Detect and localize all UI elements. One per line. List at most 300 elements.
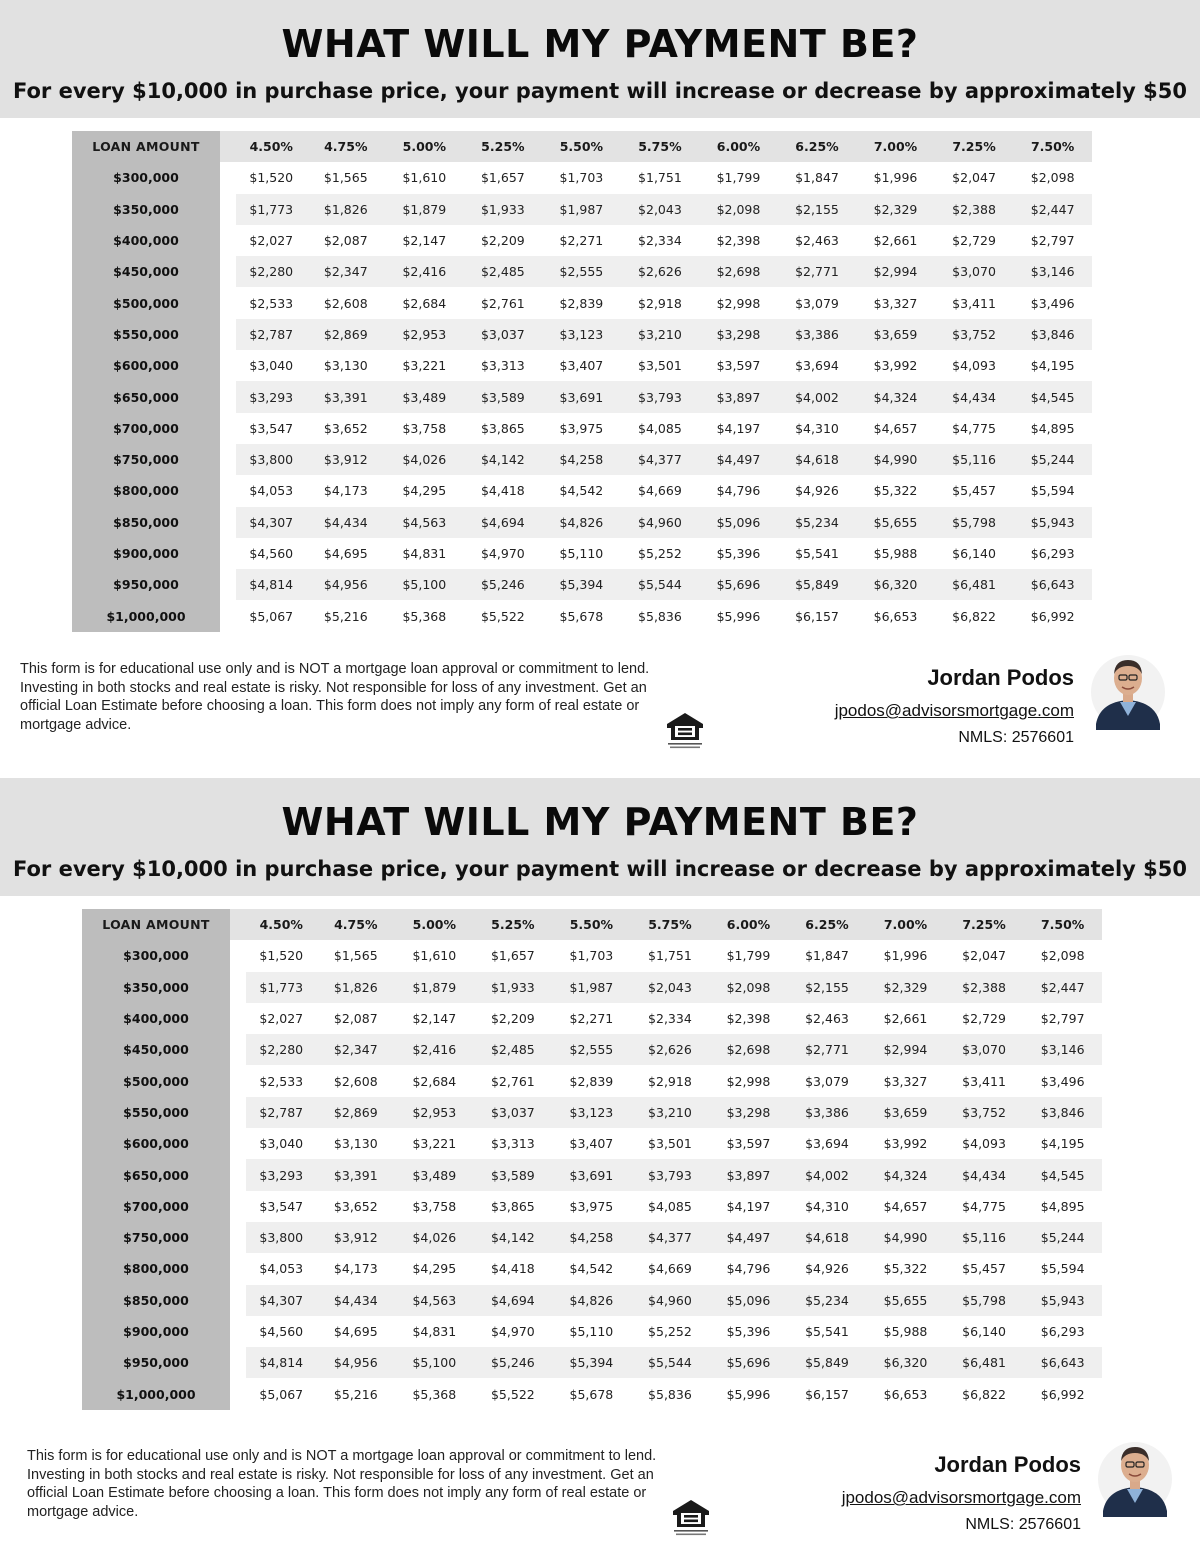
payment-cell: $4,618 (788, 1222, 867, 1253)
payment-cell: $1,751 (631, 940, 710, 971)
rate-header: 7.00% (866, 909, 945, 940)
payment-cell: $2,869 (317, 1097, 396, 1128)
payment-cell: $3,070 (935, 256, 1014, 287)
payment-cell: $5,234 (788, 1285, 867, 1316)
payment-cell: $4,026 (385, 444, 464, 475)
rate-header: 5.00% (385, 131, 464, 162)
payment-cell: $3,298 (709, 1097, 788, 1128)
table-row (72, 475, 1092, 506)
payment-cell: $5,368 (395, 1378, 474, 1409)
payment-cell: $3,079 (788, 1065, 867, 1096)
payment-cell: $4,310 (788, 1191, 867, 1222)
payment-cell: $5,394 (552, 1347, 631, 1378)
payment-cell: $2,771 (788, 1034, 867, 1065)
payment-cell: $2,797 (1013, 225, 1092, 256)
payment-cell: $6,992 (1013, 600, 1092, 631)
payment-cell: $5,457 (945, 1253, 1024, 1284)
payment-cell: $4,960 (621, 507, 700, 538)
payment-cell: $1,987 (542, 194, 621, 225)
payment-cell: $5,678 (552, 1378, 631, 1409)
table-row (72, 600, 1092, 631)
rate-header: 7.25% (935, 131, 1014, 162)
payment-cell: $1,996 (856, 162, 935, 193)
payment-cell: $4,990 (866, 1222, 945, 1253)
table-row (82, 1191, 1102, 1222)
payment-cell: $1,610 (395, 940, 474, 971)
payment-cell: $4,173 (317, 1253, 396, 1284)
payment-cell: $3,496 (1023, 1065, 1102, 1096)
contact-name: Jordan Podos (934, 1452, 1081, 1477)
loan-amount-cell: $600,000 (82, 1128, 238, 1159)
payment-cell: $4,377 (621, 444, 700, 475)
table-row (72, 225, 1092, 256)
payment-cell: $1,703 (552, 940, 631, 971)
payment-cell: $3,130 (317, 1128, 396, 1159)
payment-cell: $2,839 (542, 287, 621, 318)
payment-cell: $6,293 (1023, 1316, 1102, 1347)
payment-cell: $4,258 (542, 444, 621, 475)
payment-cell: $4,434 (317, 1285, 396, 1316)
rate-header: 4.50% (228, 131, 307, 162)
payment-cell: $4,545 (1023, 1159, 1102, 1190)
payment-cell: $3,652 (317, 1191, 396, 1222)
payment-cell: $3,897 (699, 381, 778, 412)
payment-cell: $3,489 (385, 381, 464, 412)
loan-amount-cell: $650,000 (82, 1159, 238, 1190)
payment-cell: $4,563 (385, 507, 464, 538)
payment-cell: $3,221 (395, 1128, 474, 1159)
loan-amount-cell: $1,000,000 (82, 1378, 238, 1409)
nmls-number: NMLS: 2576601 (958, 729, 1074, 746)
payment-table-container (82, 909, 1102, 1410)
loan-amount-cell: $300,000 (72, 162, 228, 193)
rate-header: 5.25% (474, 909, 553, 940)
payment-sheet (0, 778, 1200, 1533)
rate-header: 7.50% (1023, 909, 1102, 940)
loan-amount-cell: $950,000 (82, 1347, 238, 1378)
table-row (72, 538, 1092, 569)
payment-cell: $2,347 (317, 1034, 396, 1065)
payment-cell: $2,839 (552, 1065, 631, 1096)
table-row (82, 972, 1102, 1003)
table-row (82, 1285, 1102, 1316)
payment-cell: $5,116 (945, 1222, 1024, 1253)
contact-name: Jordan Podos (927, 665, 1074, 690)
payment-cell: $2,953 (385, 319, 464, 350)
payment-table-container (72, 131, 1092, 632)
loan-amount-cell: $900,000 (82, 1316, 238, 1347)
payment-cell: $3,327 (866, 1065, 945, 1096)
rate-header: 5.75% (621, 131, 700, 162)
header-band (0, 778, 1200, 896)
payment-cell: $5,988 (856, 538, 935, 569)
payment-cell: $2,626 (631, 1034, 710, 1065)
table-row (82, 1034, 1102, 1065)
contact-block (835, 664, 1074, 748)
table-row (72, 569, 1092, 600)
payment-cell: $3,130 (307, 350, 386, 381)
payment-cell: $4,142 (464, 444, 543, 475)
payment-cell: $2,761 (474, 1065, 553, 1096)
payment-cell: $2,994 (866, 1034, 945, 1065)
payment-cell: $4,694 (464, 507, 543, 538)
payment-cell: $3,547 (228, 413, 307, 444)
loan-amount-cell: $500,000 (72, 287, 228, 318)
payment-cell: $2,463 (778, 225, 857, 256)
payment-cell: $2,533 (228, 287, 307, 318)
payment-cell: $4,695 (317, 1316, 396, 1347)
payment-cell: $4,085 (621, 413, 700, 444)
payment-cell: $2,533 (238, 1065, 317, 1096)
loan-amount-cell: $600,000 (72, 350, 228, 381)
payment-cell: $5,996 (699, 600, 778, 631)
payment-cell: $5,322 (866, 1253, 945, 1284)
payment-cell: $4,956 (317, 1347, 396, 1378)
payment-cell: $4,197 (709, 1191, 788, 1222)
payment-cell: $5,996 (709, 1378, 788, 1409)
payment-cell: $5,541 (778, 538, 857, 569)
payment-cell: $3,547 (238, 1191, 317, 1222)
contact-email-link[interactable]: jpodos@advisorsmortgage.com (841, 1488, 1081, 1507)
payment-cell: $1,879 (395, 972, 474, 1003)
payment-sheet (0, 0, 1200, 746)
payment-cell: $4,310 (778, 413, 857, 444)
payment-cell: $1,826 (317, 972, 396, 1003)
payment-cell: $2,463 (788, 1003, 867, 1034)
payment-cell: $3,386 (778, 319, 857, 350)
payment-cell: $5,252 (621, 538, 700, 569)
loan-amount-cell: $400,000 (82, 1003, 238, 1034)
table-row (82, 1253, 1102, 1284)
payment-cell: $5,246 (474, 1347, 553, 1378)
payment-cell: $5,696 (699, 569, 778, 600)
payment-cell: $2,155 (788, 972, 867, 1003)
payment-cell: $2,661 (866, 1003, 945, 1034)
payment-cell: $4,657 (856, 413, 935, 444)
payment-cell: $4,695 (307, 538, 386, 569)
payment-cell: $2,155 (778, 194, 857, 225)
payment-cell: $1,703 (542, 162, 621, 193)
payment-cell: $3,800 (228, 444, 307, 475)
payment-cell: $3,659 (866, 1097, 945, 1128)
payment-cell: $2,027 (228, 225, 307, 256)
payment-cell: $3,589 (474, 1159, 553, 1190)
rate-header: 7.50% (1013, 131, 1092, 162)
payment-cell: $3,652 (307, 413, 386, 444)
payment-cell: $2,280 (228, 256, 307, 287)
payment-cell: $2,147 (385, 225, 464, 256)
payment-cell: $2,485 (464, 256, 543, 287)
payment-cell: $2,388 (935, 194, 1014, 225)
equal-housing-opportunity-icon (670, 1497, 712, 1539)
payment-cell: $2,416 (395, 1034, 474, 1065)
payment-cell: $4,377 (631, 1222, 710, 1253)
equal-housing-opportunity-icon (664, 710, 706, 752)
payment-cell: $1,933 (464, 194, 543, 225)
payment-cell: $3,659 (856, 319, 935, 350)
payment-table (82, 909, 1102, 1410)
payment-cell: $2,555 (552, 1034, 631, 1065)
payment-cell: $5,100 (385, 569, 464, 600)
payment-cell: $1,565 (317, 940, 396, 971)
payment-cell: $3,758 (385, 413, 464, 444)
payment-cell: $4,542 (542, 475, 621, 506)
payment-cell: $4,434 (935, 381, 1014, 412)
payment-cell: $4,324 (856, 381, 935, 412)
payment-cell: $2,047 (945, 940, 1024, 971)
loan-amount-cell: $550,000 (82, 1097, 238, 1128)
payment-cell: $2,555 (542, 256, 621, 287)
payment-cell: $1,520 (228, 162, 307, 193)
loan-amount-cell: $500,000 (82, 1065, 238, 1096)
payment-cell: $1,610 (385, 162, 464, 193)
payment-cell: $2,447 (1013, 194, 1092, 225)
payment-cell: $3,040 (238, 1128, 317, 1159)
payment-cell: $4,990 (856, 444, 935, 475)
payment-cell: $2,994 (856, 256, 935, 287)
payment-cell: $6,140 (935, 538, 1014, 569)
payment-cell: $4,197 (699, 413, 778, 444)
payment-cell: $3,411 (945, 1065, 1024, 1096)
payment-cell: $2,027 (238, 1003, 317, 1034)
payment-cell: $3,407 (552, 1128, 631, 1159)
payment-cell: $3,501 (631, 1128, 710, 1159)
payment-cell: $6,822 (935, 600, 1014, 631)
payment-cell: $1,657 (464, 162, 543, 193)
payment-cell: $5,396 (699, 538, 778, 569)
payment-cell: $2,098 (1013, 162, 1092, 193)
payment-cell: $3,597 (699, 350, 778, 381)
payment-cell: $4,324 (866, 1159, 945, 1190)
table-row (72, 413, 1092, 444)
payment-cell: $5,836 (621, 600, 700, 631)
payment-cell: $6,320 (856, 569, 935, 600)
table-row (72, 287, 1092, 318)
payment-cell: $3,293 (238, 1159, 317, 1190)
payment-cell: $5,067 (228, 600, 307, 631)
payment-cell: $4,956 (307, 569, 386, 600)
table-row (82, 1097, 1102, 1128)
payment-cell: $3,391 (317, 1159, 396, 1190)
payment-cell: $2,209 (464, 225, 543, 256)
payment-cell: $5,252 (631, 1316, 710, 1347)
payment-cell: $4,831 (395, 1316, 474, 1347)
payment-cell: $4,295 (395, 1253, 474, 1284)
loan-amount-cell: $450,000 (82, 1034, 238, 1065)
payment-cell: $4,694 (474, 1285, 553, 1316)
payment-cell: $4,002 (778, 381, 857, 412)
headshot-avatar (1090, 650, 1166, 730)
payment-cell: $5,234 (778, 507, 857, 538)
page-title: WHAT WILL MY PAYMENT BE? (281, 22, 919, 66)
payment-table (72, 131, 1092, 632)
rate-header: 5.50% (542, 131, 621, 162)
table-header (82, 909, 1102, 940)
payment-cell: $4,142 (474, 1222, 553, 1253)
loan-amount-cell: $300,000 (82, 940, 238, 971)
payment-cell: $3,975 (542, 413, 621, 444)
payment-cell: $4,173 (307, 475, 386, 506)
payment-cell: $5,541 (788, 1316, 867, 1347)
payment-cell: $4,926 (788, 1253, 867, 1284)
payment-cell: $4,970 (464, 538, 543, 569)
payment-cell: $4,796 (709, 1253, 788, 1284)
payment-cell: $3,391 (307, 381, 386, 412)
payment-cell: $2,043 (631, 972, 710, 1003)
payment-cell: $2,998 (709, 1065, 788, 1096)
table-row (82, 1347, 1102, 1378)
payment-cell: $6,653 (866, 1378, 945, 1409)
payment-cell: $4,563 (395, 1285, 474, 1316)
payment-cell: $4,195 (1013, 350, 1092, 381)
payment-cell: $4,434 (307, 507, 386, 538)
payment-cell: $4,775 (935, 413, 1014, 444)
loan-amount-cell: $850,000 (82, 1285, 238, 1316)
disclaimer-text: This form is for educational use only and is NOT a mortgage loan approval or commitment to lend. Investing in both stocks and real estate is risky. Not responsible for loss of any investment. Get an official Loan Estimate before choosing a loan. This form does not imply any form of real estate or mortgage advice. (20, 661, 650, 733)
payment-cell: $3,793 (621, 381, 700, 412)
payment-cell: $1,773 (238, 972, 317, 1003)
payment-cell: $2,398 (699, 225, 778, 256)
payment-cell: $5,943 (1013, 507, 1092, 538)
payment-cell: $5,216 (307, 600, 386, 631)
payment-cell: $2,098 (709, 972, 788, 1003)
page-subtitle: For every $10,000 in purchase price, your payment will increase or decrease by approximately $50 (12, 79, 1187, 103)
loan-amount-cell: $1,000,000 (72, 600, 228, 631)
payment-cell: $1,996 (866, 940, 945, 971)
payment-cell: $5,368 (385, 600, 464, 631)
table-row (82, 1159, 1102, 1190)
payment-cell: $1,826 (307, 194, 386, 225)
rate-header: 7.00% (856, 131, 935, 162)
payment-cell: $3,293 (228, 381, 307, 412)
payment-cell: $4,831 (385, 538, 464, 569)
rate-header: 4.75% (307, 131, 386, 162)
payment-cell: $4,826 (542, 507, 621, 538)
payment-cell: $2,388 (945, 972, 1024, 1003)
payment-cell: $3,897 (709, 1159, 788, 1190)
payment-cell: $2,661 (856, 225, 935, 256)
nmls-number: NMLS: 2576601 (965, 1516, 1081, 1533)
payment-cell: $2,626 (621, 256, 700, 287)
payment-cell: $2,329 (866, 972, 945, 1003)
payment-cell: $4,669 (631, 1253, 710, 1284)
contact-email-link[interactable]: jpodos@advisorsmortgage.com (834, 701, 1074, 720)
payment-cell: $3,589 (464, 381, 543, 412)
payment-cell: $1,799 (709, 940, 788, 971)
payment-cell: $5,322 (856, 475, 935, 506)
payment-cell: $3,210 (621, 319, 700, 350)
payment-cell: $4,053 (228, 475, 307, 506)
payment-cell: $3,210 (631, 1097, 710, 1128)
payment-cell: $5,096 (709, 1285, 788, 1316)
payment-cell: $4,542 (552, 1253, 631, 1284)
table-row (72, 194, 1092, 225)
table-body (72, 162, 1092, 631)
rate-header: 5.75% (631, 909, 710, 940)
table-row (72, 350, 1092, 381)
payment-cell: $2,918 (631, 1065, 710, 1096)
payment-cell: $1,799 (699, 162, 778, 193)
payment-cell: $2,698 (699, 256, 778, 287)
table-row (72, 444, 1092, 475)
payment-cell: $3,912 (307, 444, 386, 475)
rate-header: 4.75% (317, 909, 396, 940)
payment-cell: $5,246 (464, 569, 543, 600)
payment-cell: $3,037 (474, 1097, 553, 1128)
payment-cell: $2,147 (395, 1003, 474, 1034)
loan-amount-header: LOAN AMOUNT (82, 909, 238, 940)
payment-cell: $5,655 (856, 507, 935, 538)
table-row (82, 940, 1102, 971)
payment-cell: $5,798 (945, 1285, 1024, 1316)
payment-cell: $5,594 (1013, 475, 1092, 506)
payment-cell: $3,865 (474, 1191, 553, 1222)
payment-cell: $4,418 (474, 1253, 553, 1284)
payment-cell: $3,912 (317, 1222, 396, 1253)
payment-cell: $6,320 (866, 1347, 945, 1378)
payment-cell: $4,669 (621, 475, 700, 506)
table-row (72, 162, 1092, 193)
headshot-avatar (1097, 1437, 1173, 1517)
payment-cell: $6,992 (1023, 1378, 1102, 1409)
payment-cell: $1,933 (474, 972, 553, 1003)
payment-cell: $5,100 (395, 1347, 474, 1378)
loan-amount-cell: $900,000 (72, 538, 228, 569)
payment-cell: $3,992 (866, 1128, 945, 1159)
payment-cell: $3,691 (542, 381, 621, 412)
payment-cell: $6,643 (1013, 569, 1092, 600)
payment-cell: $2,416 (385, 256, 464, 287)
payment-cell: $5,244 (1023, 1222, 1102, 1253)
payment-cell: $5,836 (631, 1378, 710, 1409)
payment-cell: $5,110 (552, 1316, 631, 1347)
payment-cell: $3,758 (395, 1191, 474, 1222)
payment-cell: $3,070 (945, 1034, 1024, 1065)
payment-cell: $3,691 (552, 1159, 631, 1190)
loan-amount-cell: $700,000 (72, 413, 228, 444)
payment-cell: $3,992 (856, 350, 935, 381)
payment-cell: $3,501 (621, 350, 700, 381)
footer (0, 1447, 1200, 1553)
payment-cell: $6,643 (1023, 1347, 1102, 1378)
payment-cell: $3,327 (856, 287, 935, 318)
rate-header: 6.00% (699, 131, 778, 162)
payment-cell: $2,787 (238, 1097, 317, 1128)
payment-cell: $2,329 (856, 194, 935, 225)
payment-cell: $4,796 (699, 475, 778, 506)
payment-cell: $5,116 (935, 444, 1014, 475)
payment-cell: $3,694 (788, 1128, 867, 1159)
payment-cell: $3,800 (238, 1222, 317, 1253)
header-row (72, 131, 1092, 162)
rate-header: 6.25% (778, 131, 857, 162)
payment-cell: $1,520 (238, 940, 317, 971)
payment-cell: $2,398 (709, 1003, 788, 1034)
contact-block (842, 1451, 1081, 1535)
table-body (82, 940, 1102, 1409)
payment-cell: $1,565 (307, 162, 386, 193)
loan-amount-cell: $800,000 (72, 475, 228, 506)
table-row (82, 1222, 1102, 1253)
payment-cell: $5,655 (866, 1285, 945, 1316)
payment-cell: $1,987 (552, 972, 631, 1003)
payment-cell: $2,684 (385, 287, 464, 318)
payment-cell: $3,221 (385, 350, 464, 381)
payment-cell: $3,313 (464, 350, 543, 381)
table-row (82, 1128, 1102, 1159)
loan-amount-cell: $750,000 (82, 1222, 238, 1253)
payment-cell: $2,047 (935, 162, 1014, 193)
